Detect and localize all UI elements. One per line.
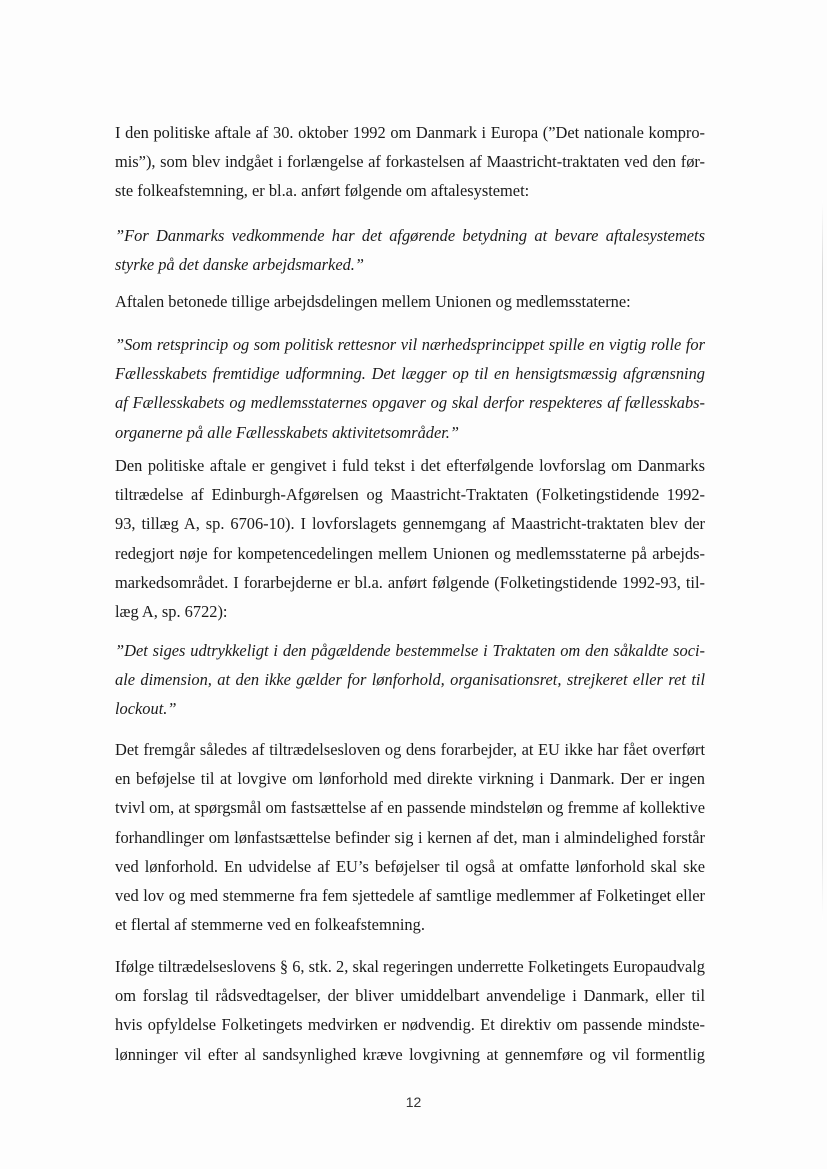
text-line: Den politiske aftale er gengivet i fuld tekst i det efterfølgende lovforslag om Danmarks	[115, 456, 705, 475]
text-line: Aftalen betonede tillige arbejdsdelingen mellem Unionen og medlemsstaterne:	[115, 292, 631, 311]
text-line: om forslag til rådsvedtagelser, der bliver umiddelbart anvendelige i Danmark, eller til	[115, 986, 705, 1006]
paragraph-europaudvalg	[115, 952, 705, 1069]
text-line: Det fremgår således af tiltrædelsesloven og dens forarbejder, at EU ikke har fået overført	[115, 740, 705, 759]
text-line: en beføjelse til at lovgive om lønforhold med direkte virkning i Danmark. Der er ingen	[115, 769, 705, 789]
text-line: et flertal af stemmerne ved en folkeafstemning.	[115, 915, 425, 935]
quote-line: ”Det siges udtrykkeligt i den pågældende bestemmelse i Traktaten om den såkaldte soci-	[115, 641, 705, 660]
text-line: tiltrædelse af Edinburgh-Afgørelsen og Maastricht-Traktaten (Folketingstidende 1992-	[115, 485, 705, 505]
text-line: forhandlinger om lønfastsættelse befinder sig i kernen af det, man i almindelighed forstår	[115, 827, 705, 847]
text-line: ved lønforhold. En udvidelse af EU’s beføjelser til også at omfatte lønforhold skal ske	[115, 856, 705, 876]
quote-line: organerne på alle Fællesskabets aktivitetsområder.”	[115, 422, 460, 442]
text-line: 93, tillæg A, sp. 6706-10). I lovforslagets gennemgang af Maastricht-traktaten blev der	[115, 514, 705, 534]
text-line: I den politiske aftale af 30. oktober 1992 om Danmark i Europa (”Det nationale kompro-	[115, 123, 705, 142]
text-line: mis”), som blev indgået i forlængelse af forkastelsen af Maastricht-traktaten ved den før-	[115, 152, 705, 172]
quote-line: ale dimension, at den ikke gælder for lønforhold, organisationsret, strejkeret eller ret til	[115, 670, 705, 690]
quote-social-dimension	[115, 636, 705, 724]
text-line: hvis opfyldelse Folketingets medvirken er nødvendig. Et direktiv om passende mindste-	[115, 1015, 705, 1035]
quote-line: ”Som retsprincip og som politisk rettesnor vil nærhedsprincippet spille en vigtig rolle for	[115, 335, 705, 354]
text-line: lønninger vil efter al sandsynlighed kræve lovgivning at gennemføre og vil formentlig	[115, 1044, 705, 1064]
text-line: markedsområdet. I forarbejderne er bl.a. anført følgende (Folketingstidende 1992-93, til-	[115, 572, 705, 592]
quote-line: lockout.”	[115, 699, 177, 719]
quote-line: af Fællesskabets og medlemsstaternes opgaver og skal derfor respekteres af fællesskabs-	[115, 393, 705, 413]
quote-aftalesystem	[115, 221, 705, 279]
paragraph-tiltraedelsesloven	[115, 735, 705, 939]
page-edge-line	[822, 200, 823, 920]
quote-line: styrke på det danske arbejdsmarked.”	[115, 255, 364, 275]
paragraph-intro	[115, 118, 705, 206]
text-line: Ifølge tiltrædelseslovens § 6, stk. 2, skal regeringen underrette Folketingets Europaudvalg	[115, 957, 705, 976]
paragraph-arbejdsdeling	[115, 287, 705, 316]
quote-line: ”For Danmarks vedkommende har det afgørende betydning at bevare aftalesystemets	[115, 226, 705, 245]
text-line: redegjort nøje for kompetencedelingen mellem Unionen og medlemsstaterne på arbejds-	[115, 543, 705, 563]
text-line: ste folkeafstemning, er bl.a. anført følgende om aftalesystemet:	[115, 181, 530, 201]
quote-naerhedsprincip	[115, 330, 705, 447]
page-number: 12	[405, 1094, 422, 1110]
text-line: tvivl om, at spørgsmål om fastsættelse af en passende mindsteløn og fremme af kollektive	[115, 798, 705, 818]
text-line: læg A, sp. 6722):	[115, 601, 228, 621]
quote-line: Fællesskabets fremtidige udformning. Det lægger op til en hensigtsmæssig afgrænsning	[115, 364, 705, 384]
text-line: ved lov og med stemmerne fra fem sjettedele af samtlige medlemmer af Folketinget eller	[115, 885, 705, 905]
paragraph-lovforslag	[115, 451, 705, 626]
